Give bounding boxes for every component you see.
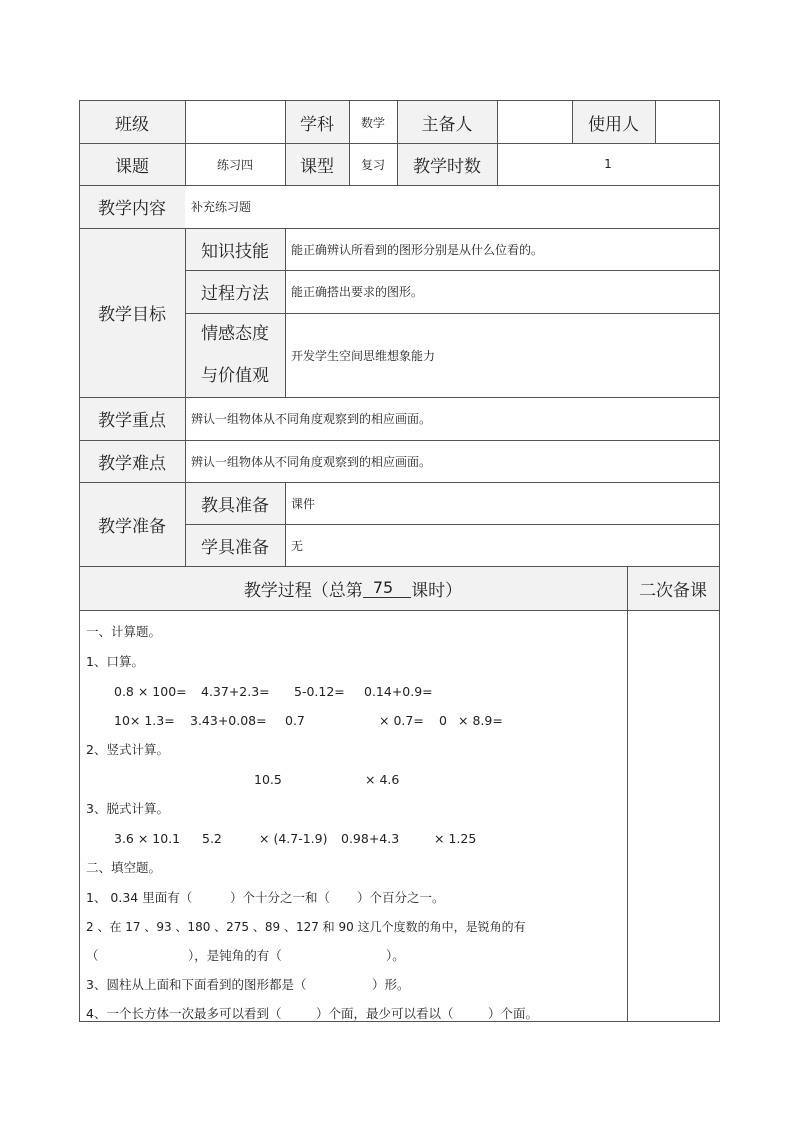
exercise-item: 3.43+0.08= [190,713,267,728]
keypoint-label: 教学重点 [79,397,185,440]
skill-label: 知识技能 [185,228,285,270]
table-line [497,100,498,185]
question-text: ），是钝角的有（ [188,948,282,963]
student-prep-value: 无 [291,538,304,553]
table-line [79,228,720,229]
method-label: 过程方法 [185,270,285,313]
table-line [185,228,186,566]
table-line [285,482,286,566]
class-value [185,101,285,143]
lesson-number: 75 [363,578,411,598]
prep-label: 教学准备 [79,482,185,566]
section-heading: 二、填空题。 [86,860,162,875]
table-line [79,143,720,144]
exercise-item: 0.8 × 100= [114,684,187,699]
question-text: 2 、在 17 、93 、180 、275 、89 、127 和 90 这几个度数的角中，是锐角的有 [86,920,526,934]
question-text: 4、一个长方体一次最多可以看到（ [86,1006,282,1021]
exercise-item: 10× 1.3= [114,713,175,728]
table-line [185,313,720,314]
content-value: 补充练习题 [191,200,252,214]
preparer-label: 主备人 [397,101,497,143]
exercise-item: 10.5 [254,772,282,787]
subject-label: 学科 [285,101,349,143]
table-line [185,270,720,271]
table-line [79,610,720,611]
content-label: 教学内容 [79,185,185,228]
exercise-item: 0 [439,713,447,728]
attitude-value: 开发学生空间思维想象能力 [291,348,436,363]
table-line [79,185,720,186]
exercise-item: 0.7 [285,713,305,728]
attitude-label: 情感态度 与价值观 [185,313,285,397]
question-text: ）。 [386,948,405,963]
teacher-prep-label: 教具准备 [185,482,285,524]
skill-value: 能正确辨认所看到的图形分别是从什么位看的。 [291,242,544,257]
exercise-item: 4.37+2.3= [201,684,270,699]
question-text: （ [86,948,99,963]
user-value [655,101,719,143]
class-label: 班级 [79,101,185,143]
question-text: ）个十分之一和（ [230,890,331,905]
table-line [572,100,573,143]
topic-label: 课题 [79,143,185,185]
topic-value: 练习四 [216,157,253,172]
hours-value: 1 [604,157,612,171]
exercise-item: 0.14+0.9= [364,684,433,699]
question-text: 1、 0.34 里面有（ [86,890,193,905]
question-text: ）个百分之一。 [357,890,445,905]
table-line [185,100,186,185]
table-line [627,566,628,1022]
exercise-item: 0.98+4.3 [341,831,400,846]
teacher-prep-value: 课件 [291,496,316,511]
type-label: 课型 [285,143,349,185]
user-label: 使用人 [572,101,655,143]
table-line [79,440,720,441]
question-text: ）个面，最少可以看以（ [316,1006,454,1021]
subsection-heading: 2、竖式计算。 [86,742,169,757]
subsection-heading: 1、口算。 [86,654,144,669]
goals-label: 教学目标 [79,228,185,397]
question-text: 3、圆柱从上面和下面看到的图形都是（ [86,977,307,992]
exercise-item: 5-0.12= [294,684,345,699]
process-title: 教学过程（总第 75 课时） [79,566,627,610]
student-prep-label: 学具准备 [185,524,285,566]
hours-label: 教学时数 [397,143,497,185]
table-line [285,100,286,185]
exercise-item: 5.2 [202,831,222,846]
second-prep-label: 二次备课 [627,566,719,610]
exercise-item: × (4.7-1.9) [259,831,328,846]
table-line [79,100,720,101]
table-line [79,566,720,567]
question-text: ）个面。 [488,1006,539,1021]
table-line [79,397,720,398]
preparer-value [497,101,572,143]
exercise-item: 3.6 × 10.1 [114,831,181,846]
table-line [349,100,350,185]
exercise-item: × 0.7= [379,713,424,728]
subsection-heading: 3、脱式计算。 [86,801,169,816]
difficulty-label: 教学难点 [79,440,185,482]
table-line [285,228,286,397]
table-line [185,524,720,525]
table-line [79,100,80,1022]
subject-value: 数学 [360,115,385,130]
keypoint-value: 辨认一组物体从不同角度观察到的相应画面。 [191,412,432,426]
type-value: 复习 [360,157,385,172]
exercise-item: × 4.6 [365,772,400,787]
table-line [655,100,656,143]
exercise-item: × 8.9= [458,713,503,728]
table-line [719,100,720,1022]
exercise-item: × 1.25 [434,831,477,846]
question-text: ）形。 [372,977,410,992]
table-line [79,482,720,483]
difficulty-value: 辨认一组物体从不同角度观察到的相应画面。 [191,454,432,469]
table-line [397,100,398,185]
section-heading: 一、计算题。 [86,624,162,639]
method-value: 能正确搭出要求的图形。 [291,285,424,299]
